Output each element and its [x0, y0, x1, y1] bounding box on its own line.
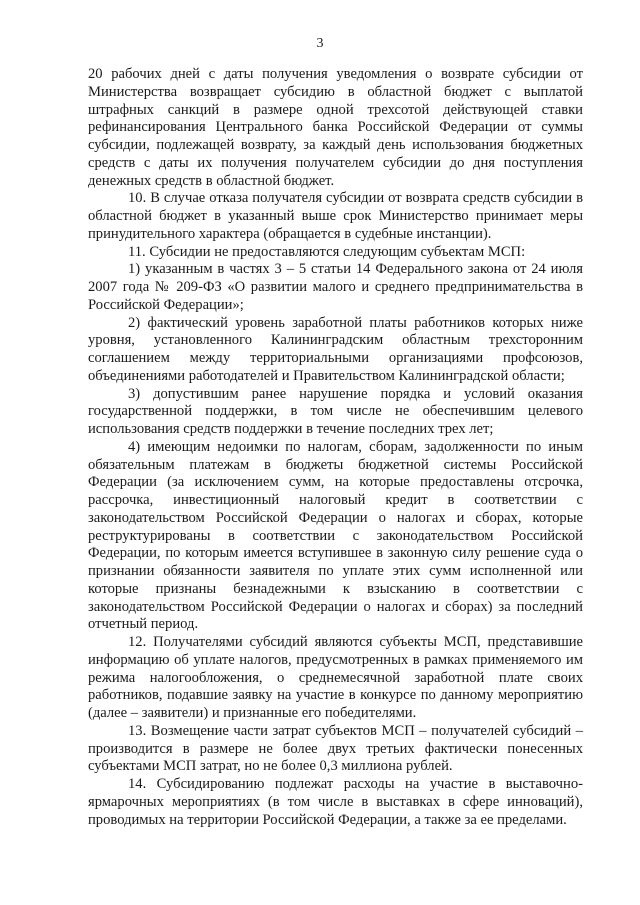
- paragraph-10: 10. В случае отказа получателя субсидии от возврата средств субсидии в областной бюджет в указанный выше срок Министерство принимает меры принудительного характера (обращается в судебные инстанции).: [88, 190, 583, 242]
- paragraph-14: 14. Субсидированию подлежат расходы на участие в выставочно-ярмарочных мероприятиях (в том числе в выставках в сфере инноваций), проводимых на территории Российской Федерации, а также за ее пределами.: [88, 776, 583, 828]
- paragraph-11-item-2: 2) фактический уровень заработной платы работников которых ниже уровня, установленного Калининградским областным трехсторонним соглашением между территориальными организациями профсоюзов, объединениями работодателей и Правительством Калининградской области;: [88, 314, 583, 384]
- paragraph-11: 11. Субсидии не предоставляются следующим субъектам МСП:: [128, 243, 526, 260]
- document-body: [88, 66, 583, 829]
- paragraph-continuation: 20 рабочих дней с даты получения уведомления о возврате субсидии от Министерства возвращает субсидию в областной бюджет с выплатой штрафных санкций в размере одной трехсотой действующей ставки рефинансирования Центрального банка Российской Федерации от суммы субсидии, подлежащей возврату, за каждый день использования бюджетных средств с даты их получения получателем субсидии до дня поступления денежных средств в областной бюджет.: [88, 66, 583, 189]
- paragraph-12: 12. Получателями субсидий являются субъекты МСП, представившие информацию об уплате налогов, предусмотренных в рамках применяемого им режима налогообложения, о среднемесячной заработной плате своих работников, подавшие заявку на участие в конкурсе по данному мероприятию (далее – заявители) и признанные его победителями.: [88, 634, 583, 721]
- page-number: 3: [316, 36, 324, 51]
- paragraph-11-item-1: 1) указанным в частях 3 – 5 статьи 14 Федерального закона от 24 июля 2007 года № 209-ФЗ «О развитии малого и среднего предпринимательства в Российской Федерации»;: [88, 261, 583, 313]
- paragraph-11-item-4: 4) имеющим недоимки по налогам, сборам, задолженности по иным обязательным платежам в бюджеты бюджетной системы Российской Федерации (за исключением сумм, на которые предоставлены отсрочка, рассрочка, инвестиционный налоговый кредит в соответствии с законодательством Российской Федерации о налогах и сборах, которые реструктурированы в соответствии с законодательством Российской Федерации, по которым имеется вступившее в законную силу решение суда о признании обязанности заявителя по уплате этих сумм исполненной или которые признаны безнадежными к взысканию в соответствии с законодательством Российской Федерации о налогах и сборах) за последний отчетный период.: [88, 438, 583, 633]
- paragraph-13: 13. Возмещение части затрат субъектов МСП – получателей субсидий – производится в размере не более двух третьих фактически понесенных субъектами МСП затрат, но не более 0,3 миллиона рублей.: [88, 722, 583, 775]
- paragraph-11-item-3: 3) допустившим ранее нарушение порядка и условий оказания государственной поддержки, в том числе не обеспечившим целевого использования средств поддержки в течение последних трех лет;: [88, 385, 583, 437]
